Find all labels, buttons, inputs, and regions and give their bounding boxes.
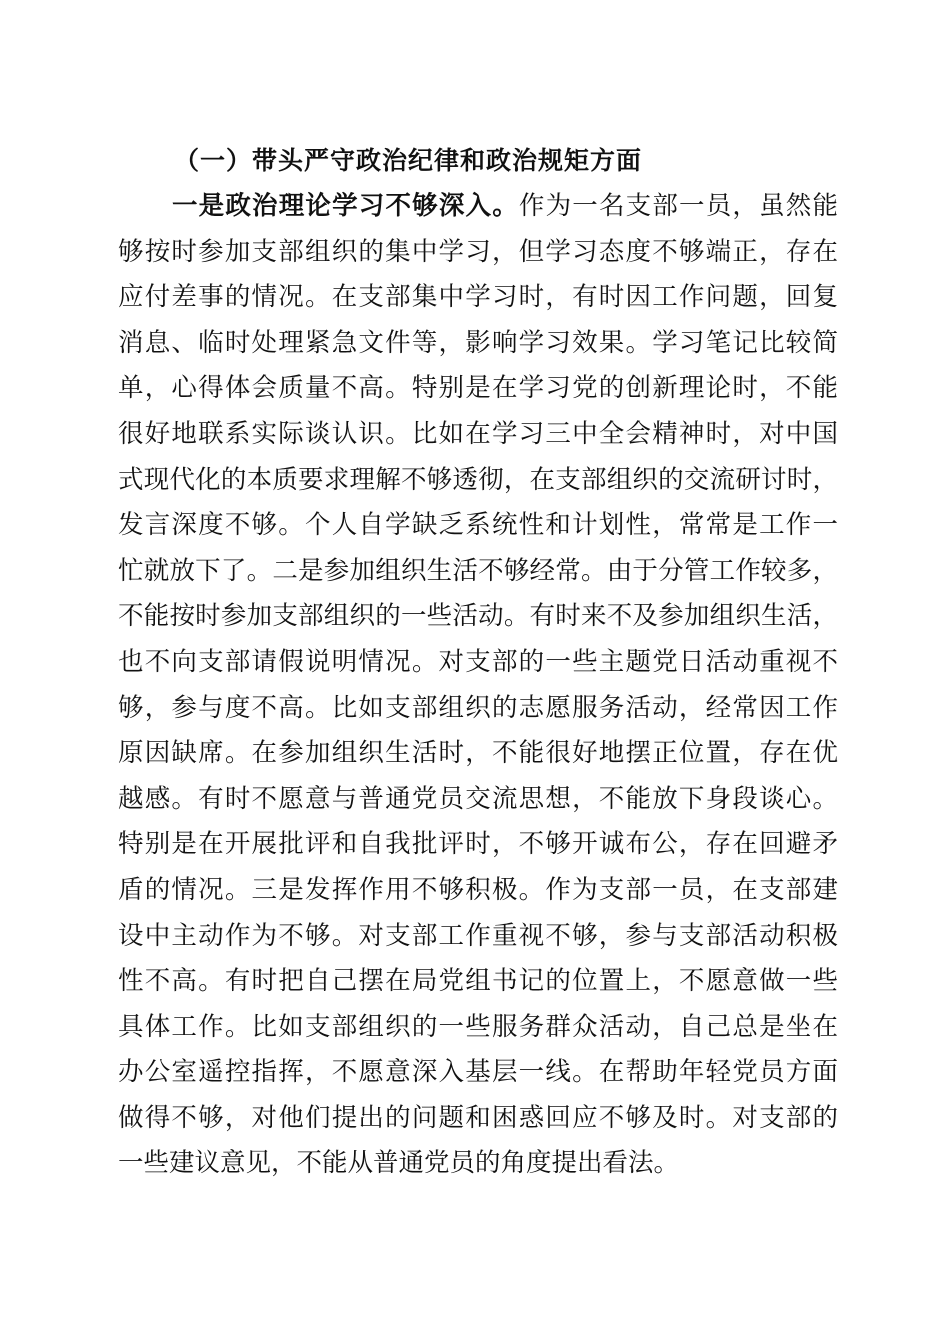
- paragraph-line-text: 作为一名支部一员，虽然能: [518, 191, 838, 221]
- paragraph-line: 做得不够，对他们提出的问题和困惑回应不够及时。对支部的: [118, 1102, 838, 1133]
- paragraph-line: 应付差事的情况。在支部集中学习时，有时因工作问题，回复: [118, 282, 838, 313]
- paragraph-line: 一些建议意见，不能从普通党员的角度提出看法。: [118, 1148, 680, 1179]
- paragraph-line: 发言深度不够。个人自学缺乏系统性和计划性，常常是工作一: [118, 510, 838, 541]
- paragraph-line: 性不高。有时把自己摆在局党组书记的位置上，不愿意做一些: [118, 966, 838, 997]
- paragraph-line: 忙就放下了。二是参加组织生活不够经常。由于分管工作较多，: [118, 555, 838, 586]
- paragraph-line: 够按时参加支部组织的集中学习，但学习态度不够端正，存在: [118, 236, 838, 267]
- paragraph-line: 原因缺席。在参加组织生活时，不能很好地摆正位置，存在优: [118, 738, 838, 769]
- paragraph-line: 不能按时参加支部组织的一些活动。有时来不及参加组织生活，: [118, 601, 838, 632]
- paragraph-line: 很好地联系实际谈认识。比如在学习三中全会精神时，对中国: [118, 418, 838, 449]
- paragraph-line: [118, 184, 838, 230]
- paragraph-line: 特别是在开展批评和自我批评时，不够开诚布公，存在回避矛: [118, 829, 838, 860]
- paragraph-line: 具体工作。比如支部组织的一些服务群众活动，自己总是坐在: [118, 1011, 838, 1042]
- body-paragraph: [118, 184, 838, 1187]
- paragraph-line: 单，心得体会质量不高。特别是在学习党的创新理论时，不能: [118, 373, 838, 404]
- paragraph-line: 够，参与度不高。比如支部组织的志愿服务活动，经常因工作: [118, 692, 838, 723]
- paragraph-line: 式现代化的本质要求理解不够透彻，在支部组织的交流研讨时，: [118, 464, 838, 495]
- paragraph-line: 办公室遥控指挥，不愿意深入基层一线。在帮助年轻党员方面: [118, 1057, 838, 1088]
- paragraph-line: 消息、临时处理紧急文件等，影响学习效果。学习笔记比较简: [118, 327, 838, 358]
- paragraph-line: 设中主动作为不够。对支部工作重视不够，参与支部活动积极: [118, 920, 838, 951]
- section-heading: （一）带头严守政治纪律和政治规矩方面: [174, 146, 643, 175]
- paragraph-line: 越感。有时不愿意与普通党员交流思想，不能放下身段谈心。: [118, 783, 838, 814]
- lead-in-phrase: 一是政治理论学习不够深入。: [172, 191, 519, 221]
- paragraph-line: 盾的情况。三是发挥作用不够积极。作为支部一员，在支部建: [118, 874, 838, 905]
- paragraph-line: 也不向支部请假说明情况。对支部的一些主题党日活动重视不: [118, 646, 838, 677]
